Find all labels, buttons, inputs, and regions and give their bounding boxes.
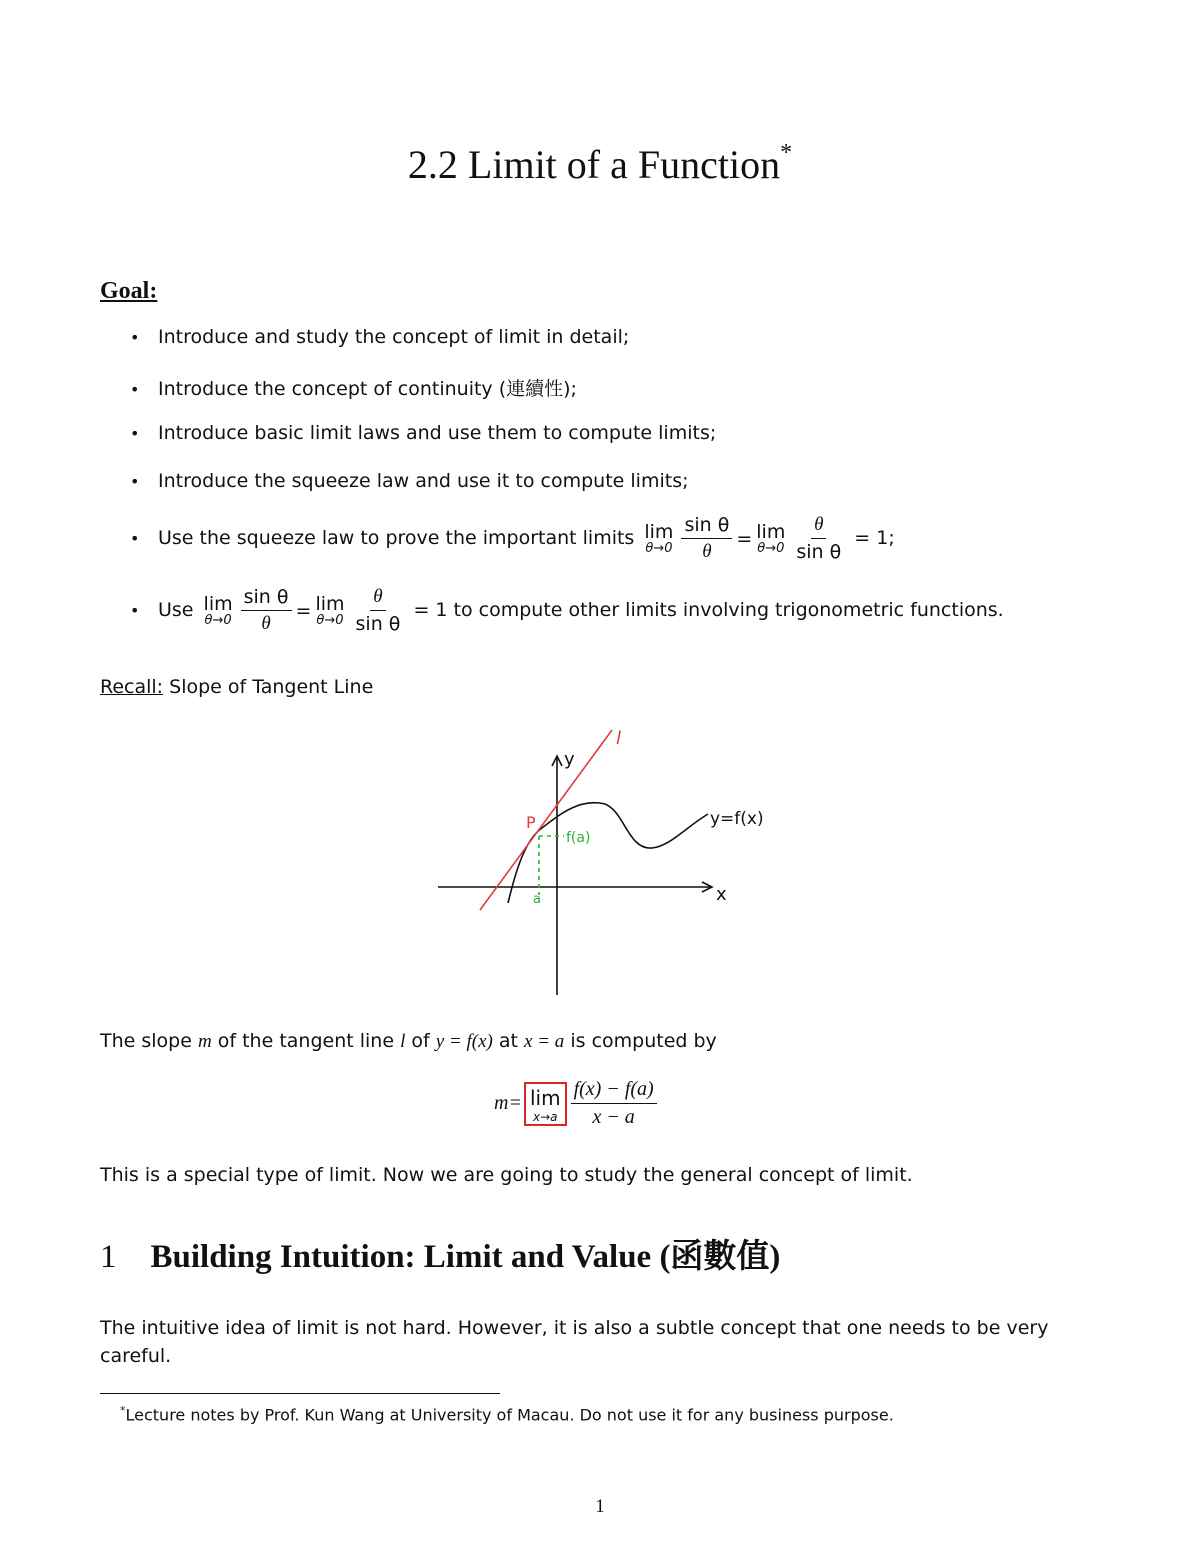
goal-item: • Introduce the concept of continuity (連續性); [100,374,577,401]
derivative-formula: m= lim x→a $\frac{f(x) - f(a)}{x - a}$ [494,1078,661,1129]
limit-expression: lim θ→0 $\frac{\text{sin θ}}{\theta}$ = lim θ→0 $\frac{\theta}{\text{sin θ}}$ [203,586,401,635]
page-title [0,140,1200,188]
special-limit-text: This is a special type of limit. Now we are going to study the general concept of limit. [100,1164,913,1186]
tangent-line-figure [430,720,790,1005]
bullet-icon: • [130,380,140,399]
bullet-icon: • [130,424,140,443]
x-axis-label: x [716,884,727,905]
recall-line [100,676,373,698]
section-heading [100,1230,780,1277]
goal-item: • Use the squeeze law to prove the important limits lim θ→0 $\frac{\text{sin θ}}{\theta}$ = lim θ→0 $\frac{\theta}{\text{sin θ}}$ = 1; [100,514,895,563]
recall-text: Slope of Tangent Line [169,676,374,698]
limit-expression: lim θ→0 $\frac{\text{sin θ}}{\theta}$ = lim θ→0 $\frac{\theta}{\text{sin θ}}$ [644,514,842,563]
bullet-icon: • [130,529,140,548]
y-axis-label: y [564,749,575,770]
fa-label: f(a) [566,830,591,846]
tangent-line [480,730,612,910]
section-title: Building Intuition: Limit and Value (函數值) [150,1239,781,1275]
bullet-icon: • [130,601,140,620]
a-label: a [533,892,541,907]
function-curve [508,803,708,903]
curve-label: y=f(x) [710,809,764,829]
slope-text: The slope m of the tangent line l of y = f(x) at x = a is computed by [100,1030,717,1052]
point-label: P [526,813,536,832]
page-number: 1 [595,1496,605,1517]
title-text: 2.2 Limit of a Function [407,142,781,187]
title-footnote-mark: * [780,140,793,166]
goal-item: • Introduce the squeeze law and use it to compute limits; [100,470,689,492]
section-number: 1 [100,1239,117,1275]
goal-heading: Goal: [100,278,158,304]
bullet-icon: • [130,328,140,347]
goal-item: • Introduce basic limit laws and use them to compute limits; [100,422,716,444]
goal-item: • Use lim θ→0 $\frac{\text{sin θ}}{\theta}$ = lim θ→0 $\frac{\theta}{\text{sin θ}}$ = 1 to compute other limits involving trigonometric functions. [100,586,1004,635]
difference-quotient: $\frac{f(x) - f(a)}{x - a}$ [571,1078,657,1129]
recall-label: Recall: [100,676,164,698]
limit-box: lim x→a [524,1082,567,1126]
tangent-label: l [616,728,622,749]
intuitive-paragraph: The intuitive idea of limit is not hard. However, it is also a subtle concept that one needs to be very careful. [100,1317,1049,1367]
footnote: *Lecture notes by Prof. Kun Wang at University of Macau. Do not use it for any business purpose. [120,1404,894,1425]
goal-item: • Introduce and study the concept of limit in detail; [100,326,629,348]
bullet-icon: • [130,472,140,491]
footnote-rule [100,1393,500,1394]
